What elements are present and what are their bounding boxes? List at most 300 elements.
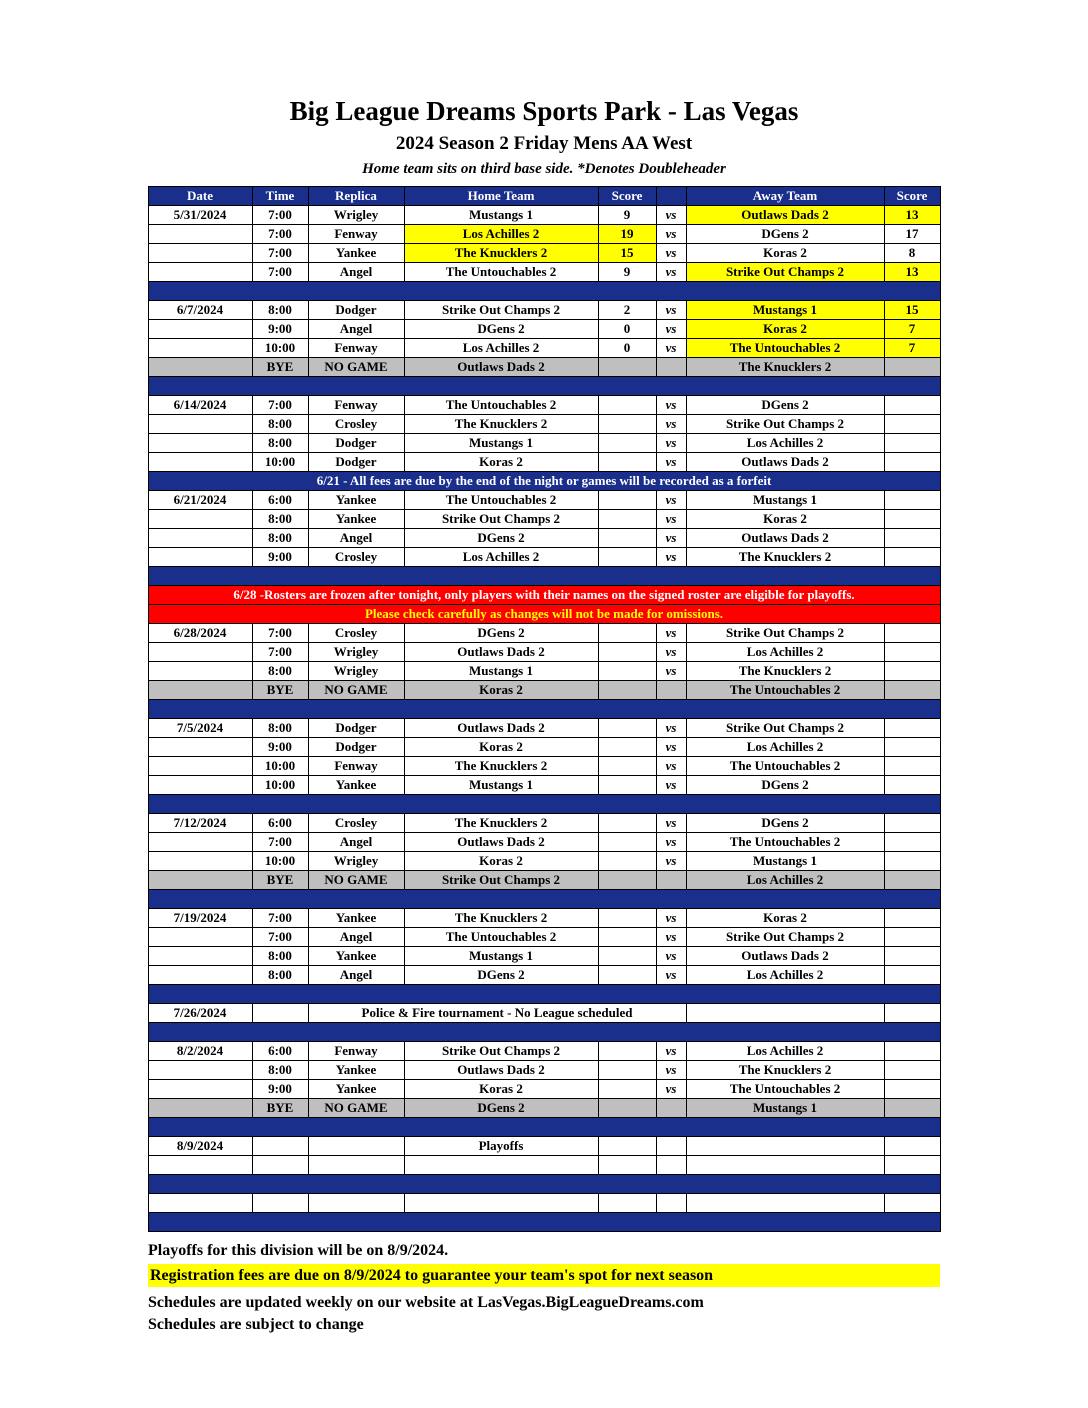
separator-row <box>148 1023 940 1042</box>
home-team-cell: DGens 2 <box>404 1099 598 1118</box>
date-cell <box>148 852 252 871</box>
away-score-cell <box>884 966 940 985</box>
bye-row <box>148 358 940 377</box>
home-team-cell: Koras 2 <box>404 738 598 757</box>
empty-cell <box>884 1156 940 1175</box>
vs-cell: vs <box>656 909 686 928</box>
empty-cell <box>884 1194 940 1213</box>
date-cell <box>148 1061 252 1080</box>
replica-cell: Angel <box>308 529 404 548</box>
date-cell <box>148 662 252 681</box>
date-cell <box>148 738 252 757</box>
away-team-cell: Outlaws Dads 2 <box>686 947 884 966</box>
bye-row <box>148 1099 940 1118</box>
time-cell: 9:00 <box>252 1080 308 1099</box>
away-score-cell: 8 <box>884 244 940 263</box>
registration-fees-note: Registration fees are due on 8/9/2024 to guarantee your team's spot for next season <box>148 1264 940 1287</box>
notice-row <box>148 605 940 624</box>
date-cell <box>148 833 252 852</box>
home-score-cell <box>598 529 656 548</box>
date-cell: 6/7/2024 <box>148 301 252 320</box>
home-team-cell: Strike Out Champs 2 <box>404 871 598 890</box>
empty-cell <box>404 1194 598 1213</box>
game-row <box>148 814 940 833</box>
away-score-cell <box>884 757 940 776</box>
date-cell <box>148 415 252 434</box>
empty-cell <box>598 1156 656 1175</box>
game-row <box>148 966 940 985</box>
vs-cell <box>656 358 686 377</box>
replica-cell: Yankee <box>308 510 404 529</box>
away-team-cell: Mustangs 1 <box>686 1099 884 1118</box>
home-team-cell: Outlaws Dads 2 <box>404 719 598 738</box>
home-score-cell <box>598 1099 656 1118</box>
date-cell <box>148 320 252 339</box>
home-score-cell: 9 <box>598 263 656 282</box>
away-score-cell <box>884 1137 940 1156</box>
home-team-cell: The Untouchables 2 <box>404 263 598 282</box>
home-score-cell <box>598 491 656 510</box>
separator-row <box>148 1118 940 1137</box>
separator-cell <box>148 1023 940 1042</box>
column-header-date: Date <box>148 187 252 206</box>
table-head <box>148 187 940 206</box>
away-score-cell <box>884 1099 940 1118</box>
away-team-cell: Mustangs 1 <box>686 852 884 871</box>
empty-cell <box>656 1194 686 1213</box>
separator-row <box>148 795 940 814</box>
vs-cell: vs <box>656 738 686 757</box>
home-team-cell: Outlaws Dads 2 <box>404 833 598 852</box>
date-cell <box>148 548 252 567</box>
separator-row <box>148 377 940 396</box>
empty-cell <box>598 1194 656 1213</box>
time-cell: 8:00 <box>252 966 308 985</box>
replica-cell: Crosley <box>308 415 404 434</box>
away-team-cell: Outlaws Dads 2 <box>686 529 884 548</box>
replica-cell: NO GAME <box>308 358 404 377</box>
vs-cell: vs <box>656 548 686 567</box>
date-cell <box>148 966 252 985</box>
home-team-cell: The Untouchables 2 <box>404 396 598 415</box>
game-row <box>148 833 940 852</box>
vs-cell: vs <box>656 415 686 434</box>
vs-cell: vs <box>656 624 686 643</box>
vs-cell: vs <box>656 529 686 548</box>
replica-cell: Yankee <box>308 491 404 510</box>
date-cell <box>148 757 252 776</box>
vs-cell: vs <box>656 263 686 282</box>
away-score-cell <box>884 662 940 681</box>
home-score-cell <box>598 396 656 415</box>
away-team-cell: The Knucklers 2 <box>686 358 884 377</box>
time-cell: 10:00 <box>252 757 308 776</box>
away-score-cell <box>884 947 940 966</box>
home-score-cell: 2 <box>598 301 656 320</box>
home-score-cell: 0 <box>598 320 656 339</box>
home-team-cell: DGens 2 <box>404 320 598 339</box>
home-score-cell <box>598 510 656 529</box>
home-team-cell: Los Achilles 2 <box>404 339 598 358</box>
replica-cell: Yankee <box>308 1080 404 1099</box>
vs-cell: vs <box>656 947 686 966</box>
notice-cell: 6/28 -Rosters are frozen after tonight, only players with their names on the signed roster are eligible for playoffs. <box>148 586 940 605</box>
replica-cell: Yankee <box>308 244 404 263</box>
away-score-cell: 15 <box>884 301 940 320</box>
game-row <box>148 719 940 738</box>
game-row <box>148 453 940 472</box>
away-team-cell: DGens 2 <box>686 225 884 244</box>
home-score-cell <box>598 662 656 681</box>
replica-cell: Fenway <box>308 1042 404 1061</box>
empty-cell <box>252 1156 308 1175</box>
home-team-cell: Strike Out Champs 2 <box>404 510 598 529</box>
vs-cell: vs <box>656 719 686 738</box>
away-team-cell: Outlaws Dads 2 <box>686 206 884 225</box>
game-row <box>148 301 940 320</box>
away-score-cell: 13 <box>884 263 940 282</box>
date-cell <box>148 358 252 377</box>
vs-cell: vs <box>656 833 686 852</box>
time-cell: 7:00 <box>252 833 308 852</box>
replica-cell: Dodger <box>308 453 404 472</box>
empty-cell <box>252 1194 308 1213</box>
home-team-cell: Outlaws Dads 2 <box>404 643 598 662</box>
date-cell: 7/26/2024 <box>148 1004 252 1023</box>
home-team-cell: Outlaws Dads 2 <box>404 1061 598 1080</box>
time-cell: BYE <box>252 1099 308 1118</box>
vs-cell: vs <box>656 966 686 985</box>
date-cell: 6/28/2024 <box>148 624 252 643</box>
time-cell: 7:00 <box>252 643 308 662</box>
time-cell: 7:00 <box>252 396 308 415</box>
empty-cell <box>686 1194 884 1213</box>
separator-row <box>148 890 940 909</box>
separator-cell <box>148 890 940 909</box>
home-score-cell <box>598 1080 656 1099</box>
game-row <box>148 415 940 434</box>
home-score-cell <box>598 776 656 795</box>
replica-cell: Crosley <box>308 624 404 643</box>
home-team-cell: Koras 2 <box>404 852 598 871</box>
away-team-cell: DGens 2 <box>686 396 884 415</box>
home-team-cell: Mustangs 1 <box>404 662 598 681</box>
game-row <box>148 947 940 966</box>
empty-cell <box>148 1194 252 1213</box>
away-score-cell: 7 <box>884 339 940 358</box>
home-score-cell <box>598 453 656 472</box>
away-team-cell: Mustangs 1 <box>686 491 884 510</box>
replica-cell: NO GAME <box>308 1099 404 1118</box>
column-header-score: Score <box>598 187 656 206</box>
away-score-cell <box>884 1004 940 1023</box>
date-cell <box>148 1080 252 1099</box>
notice-cell: Please check carefully as changes will not be made for omissions. <box>148 605 940 624</box>
away-team-cell: Los Achilles 2 <box>686 434 884 453</box>
home-team-cell: DGens 2 <box>404 529 598 548</box>
time-cell: 8:00 <box>252 301 308 320</box>
away-score-cell <box>884 833 940 852</box>
replica-cell: Angel <box>308 928 404 947</box>
away-score-cell <box>884 358 940 377</box>
vs-cell: vs <box>656 434 686 453</box>
replica-cell: NO GAME <box>308 871 404 890</box>
game-row <box>148 510 940 529</box>
home-score-cell <box>598 738 656 757</box>
away-team-cell: Strike Out Champs 2 <box>686 415 884 434</box>
away-team-cell: Los Achilles 2 <box>686 1042 884 1061</box>
date-cell <box>148 510 252 529</box>
away-team-cell: The Untouchables 2 <box>686 681 884 700</box>
away-team-cell: Koras 2 <box>686 320 884 339</box>
time-cell: 8:00 <box>252 415 308 434</box>
home-score-cell <box>598 681 656 700</box>
away-score-cell <box>884 529 940 548</box>
game-row <box>148 396 940 415</box>
date-cell <box>148 947 252 966</box>
game-row <box>148 225 940 244</box>
game-row <box>148 206 940 225</box>
vs-cell: vs <box>656 320 686 339</box>
date-cell: 6/14/2024 <box>148 396 252 415</box>
away-team-cell: The Knucklers 2 <box>686 548 884 567</box>
date-cell <box>148 1099 252 1118</box>
time-cell <box>252 1137 308 1156</box>
away-score-cell <box>884 396 940 415</box>
vs-cell: vs <box>656 491 686 510</box>
footer-notes <box>148 1241 940 1334</box>
home-team-cell: The Knucklers 2 <box>404 757 598 776</box>
home-team-cell: Koras 2 <box>404 453 598 472</box>
separator-row <box>148 1213 940 1232</box>
home-score-cell: 0 <box>598 339 656 358</box>
replica-cell: Angel <box>308 320 404 339</box>
away-score-cell <box>884 814 940 833</box>
away-score-cell <box>884 738 940 757</box>
date-cell: 7/19/2024 <box>148 909 252 928</box>
vs-cell: vs <box>656 301 686 320</box>
time-cell: 6:00 <box>252 1042 308 1061</box>
subject-to-change-note: Schedules are subject to change <box>148 1315 364 1333</box>
time-cell: 8:00 <box>252 947 308 966</box>
separator-cell <box>148 1175 940 1194</box>
time-cell: 6:00 <box>252 814 308 833</box>
away-team-cell: Koras 2 <box>686 510 884 529</box>
home-score-cell <box>598 871 656 890</box>
away-score-cell: 13 <box>884 206 940 225</box>
empty-row <box>148 1194 940 1213</box>
home-score-cell <box>598 548 656 567</box>
vs-cell: vs <box>656 757 686 776</box>
website-note: Schedules are updated weekly on our website at LasVegas.BigLeagueDreams.com <box>148 1293 704 1311</box>
replica-cell: Fenway <box>308 396 404 415</box>
home-score-cell <box>598 757 656 776</box>
time-cell: 7:00 <box>252 244 308 263</box>
separator-row <box>148 985 940 1004</box>
game-row <box>148 339 940 358</box>
vs-cell: vs <box>656 1080 686 1099</box>
time-cell: 7:00 <box>252 928 308 947</box>
game-row <box>148 909 940 928</box>
column-header-away-team: Away Team <box>686 187 884 206</box>
home-score-cell <box>598 852 656 871</box>
home-score-cell <box>598 434 656 453</box>
home-team-cell: The Knucklers 2 <box>404 415 598 434</box>
home-score-cell: 15 <box>598 244 656 263</box>
vs-cell <box>656 871 686 890</box>
away-team-cell: The Untouchables 2 <box>686 757 884 776</box>
away-score-cell <box>884 1042 940 1061</box>
away-team-cell: DGens 2 <box>686 776 884 795</box>
replica-cell: Yankee <box>308 947 404 966</box>
replica-cell: Fenway <box>308 225 404 244</box>
vs-cell: vs <box>656 1061 686 1080</box>
column-header-score: Score <box>884 187 940 206</box>
date-cell: 5/31/2024 <box>148 206 252 225</box>
time-cell: 9:00 <box>252 548 308 567</box>
away-team-cell: Strike Out Champs 2 <box>686 719 884 738</box>
page-subtitle: 2024 Season 2 Friday Mens AA West <box>395 133 693 155</box>
date-cell <box>148 643 252 662</box>
date-cell <box>148 453 252 472</box>
separator-row <box>148 282 940 301</box>
home-score-cell <box>598 719 656 738</box>
away-team-cell: The Untouchables 2 <box>686 833 884 852</box>
replica-cell: Crosley <box>308 814 404 833</box>
separator-cell <box>148 1213 940 1232</box>
away-score-cell <box>884 624 940 643</box>
replica-cell: Yankee <box>308 909 404 928</box>
game-row <box>148 738 940 757</box>
tournament-row <box>148 1004 940 1023</box>
away-score-cell: 7 <box>884 320 940 339</box>
replica-cell: NO GAME <box>308 681 404 700</box>
separator-row <box>148 1175 940 1194</box>
game-row <box>148 320 940 339</box>
away-team-cell: DGens 2 <box>686 814 884 833</box>
time-cell: 8:00 <box>252 1061 308 1080</box>
time-cell: 7:00 <box>252 225 308 244</box>
tournament-note-cell: Police & Fire tournament - No League scheduled <box>308 1004 686 1023</box>
replica-cell: Dodger <box>308 434 404 453</box>
away-score-cell <box>884 491 940 510</box>
home-team-cell: Strike Out Champs 2 <box>404 301 598 320</box>
away-team-cell <box>686 1137 884 1156</box>
game-row <box>148 244 940 263</box>
home-score-cell: 9 <box>598 206 656 225</box>
page-title: Big League Dreams Sports Park - Las Vegas <box>289 96 799 126</box>
replica-cell: Angel <box>308 263 404 282</box>
game-row <box>148 662 940 681</box>
replica-cell: Yankee <box>308 776 404 795</box>
home-score-cell <box>598 1042 656 1061</box>
away-score-cell <box>884 510 940 529</box>
game-row <box>148 757 940 776</box>
game-row <box>148 643 940 662</box>
away-score-cell <box>884 871 940 890</box>
away-score-cell <box>884 852 940 871</box>
date-cell <box>148 263 252 282</box>
time-cell: 10:00 <box>252 852 308 871</box>
home-team-cell: DGens 2 <box>404 624 598 643</box>
replica-cell <box>308 1137 404 1156</box>
game-row <box>148 776 940 795</box>
home-score-cell <box>598 1061 656 1080</box>
away-score-cell <box>884 1080 940 1099</box>
time-cell: 10:00 <box>252 453 308 472</box>
away-team-cell: Los Achilles 2 <box>686 871 884 890</box>
time-cell <box>252 1004 308 1023</box>
away-score-cell <box>884 434 940 453</box>
game-row <box>148 491 940 510</box>
separator-cell <box>148 795 940 814</box>
date-cell <box>148 529 252 548</box>
away-team-cell: Koras 2 <box>686 244 884 263</box>
home-team-cell: Mustangs 1 <box>404 776 598 795</box>
away-team-cell: Koras 2 <box>686 909 884 928</box>
separator-cell <box>148 282 940 301</box>
replica-cell: Dodger <box>308 301 404 320</box>
home-team-cell: The Knucklers 2 <box>404 814 598 833</box>
vs-cell: vs <box>656 643 686 662</box>
date-cell: 8/2/2024 <box>148 1042 252 1061</box>
vs-cell: vs <box>656 1042 686 1061</box>
away-score-cell <box>884 681 940 700</box>
game-row <box>148 852 940 871</box>
home-team-cell: Koras 2 <box>404 1080 598 1099</box>
home-team-cell: Los Achilles 2 <box>404 548 598 567</box>
time-cell: BYE <box>252 681 308 700</box>
vs-cell: vs <box>656 244 686 263</box>
away-team-cell: The Knucklers 2 <box>686 1061 884 1080</box>
home-team-cell: The Untouchables 2 <box>404 928 598 947</box>
date-cell: 6/21/2024 <box>148 491 252 510</box>
home-team-note: Home team sits on third base side. *Denotes Doubleheader <box>362 161 726 178</box>
home-team-cell: Koras 2 <box>404 681 598 700</box>
vs-cell: vs <box>656 510 686 529</box>
home-team-cell: The Knucklers 2 <box>404 909 598 928</box>
playoffs-cell: Playoffs <box>404 1137 598 1156</box>
vs-cell: vs <box>656 225 686 244</box>
away-score-cell <box>884 415 940 434</box>
away-score-cell <box>884 928 940 947</box>
away-team-cell <box>686 1004 884 1023</box>
empty-cell <box>308 1156 404 1175</box>
away-team-cell: Outlaws Dads 2 <box>686 453 884 472</box>
home-score-cell <box>598 947 656 966</box>
home-score-cell <box>598 1137 656 1156</box>
empty-cell <box>656 1156 686 1175</box>
game-row <box>148 434 940 453</box>
separator-row <box>148 700 940 719</box>
home-team-cell: The Untouchables 2 <box>404 491 598 510</box>
away-score-cell <box>884 548 940 567</box>
time-cell: 7:00 <box>252 909 308 928</box>
away-score-cell <box>884 909 940 928</box>
time-cell: BYE <box>252 358 308 377</box>
vs-cell <box>656 1137 686 1156</box>
table-body <box>148 206 940 1232</box>
home-score-cell <box>598 814 656 833</box>
game-row <box>148 624 940 643</box>
date-cell <box>148 225 252 244</box>
away-team-cell: The Knucklers 2 <box>686 662 884 681</box>
time-cell: 10:00 <box>252 776 308 795</box>
home-score-cell <box>598 909 656 928</box>
away-team-cell: Los Achilles 2 <box>686 643 884 662</box>
separator-row <box>148 567 940 586</box>
playoffs-row <box>148 1137 940 1156</box>
